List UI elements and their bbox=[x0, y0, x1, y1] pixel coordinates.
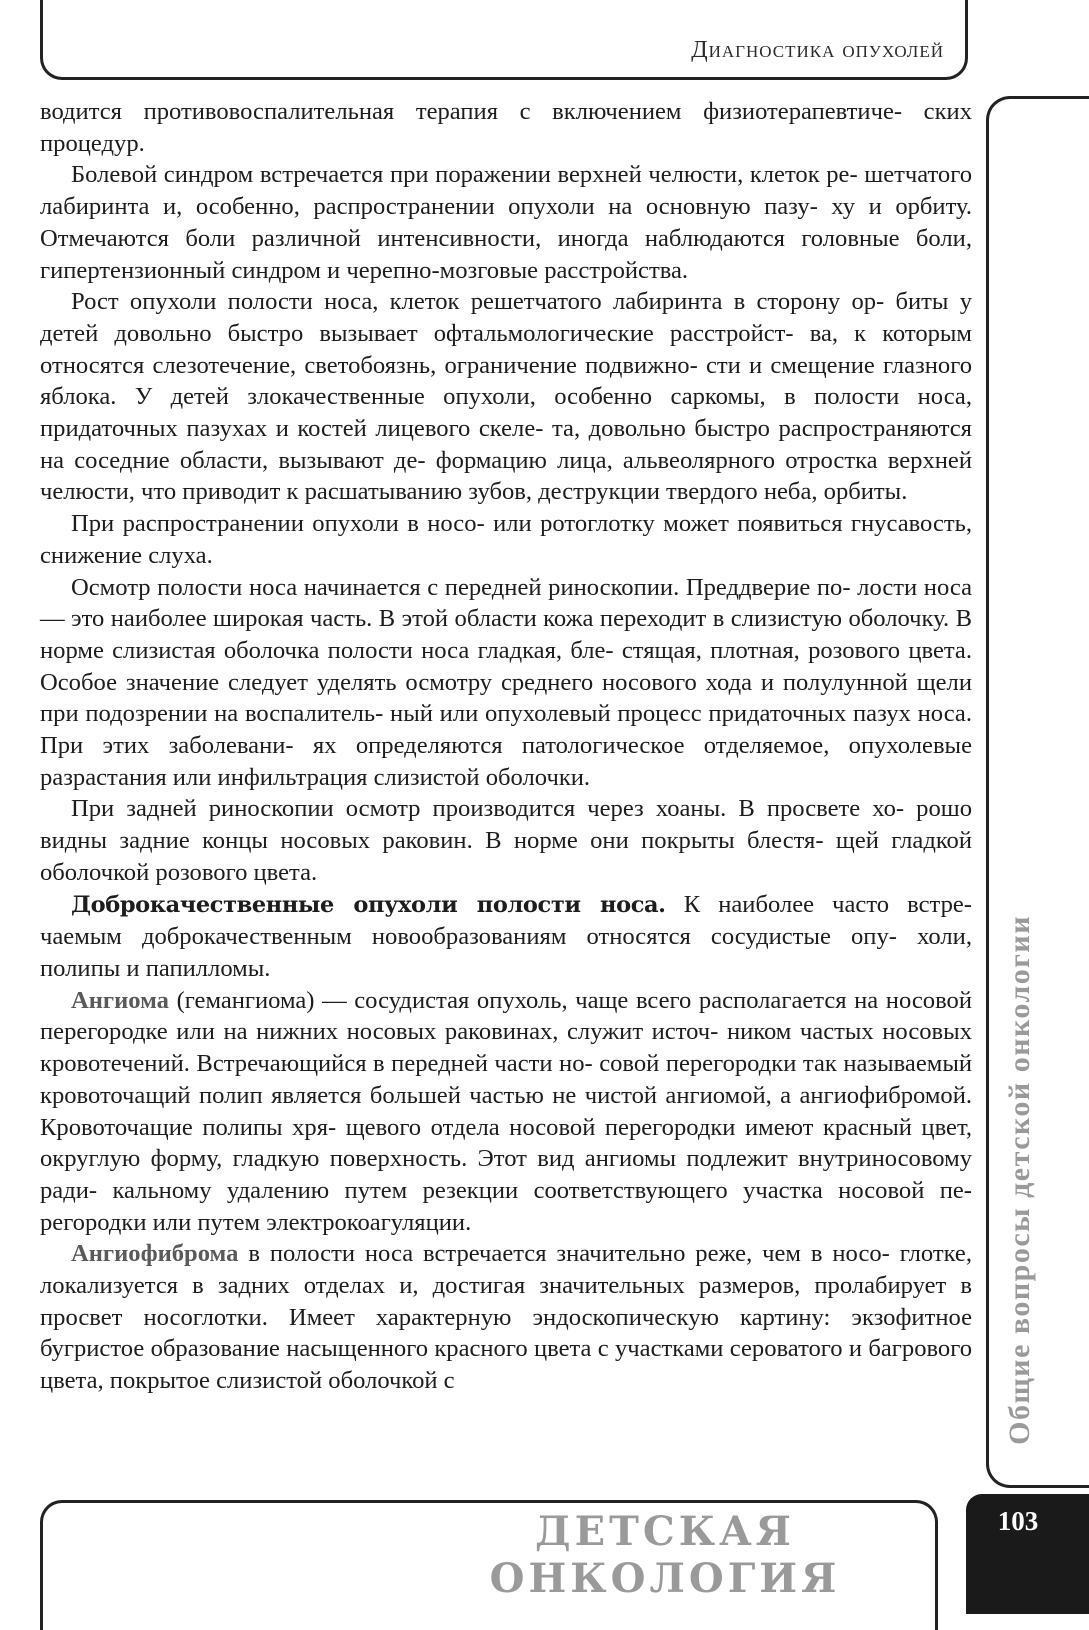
side-tab-label: Общие вопросы детской онкологии bbox=[1003, 915, 1036, 1445]
angiofibroma-text: в полости носа встречается значительно реже, чем в носо- глотке, локализуется в задних отделах и, достигая значительных размеров, пролабирует в просвет носоглотки. Имеет характерную эндоскопическую картину: экзофитное бугристое образование насыщенного красного цвета с участками сероватого и багрового цвета, покрытое слизистой оболочкой с bbox=[40, 1240, 972, 1395]
section-heading: Доброкачественные опухоли полости носа. bbox=[71, 891, 666, 918]
paragraph-benign-tumors bbox=[40, 889, 972, 985]
paragraph: водится противовоспалительная терапия с включением физиотерапевтиче- ских процедур. bbox=[40, 98, 972, 157]
book-title: ДЕТСКАЯ ОНКОЛОГИЯ bbox=[489, 1508, 841, 1602]
paragraph: При задней риноскопии осмотр производится через хоаны. В просвете хо- рошо видны задние концы носовых раковин. В норме они покрыты блестя- щей гладкой оболочкой розового цвета. bbox=[40, 795, 972, 886]
angioma-text: (гемангиома) — сосудистая опухоль, чаще всего располагается на носовой перегородке или на нижних носовых раковинах, служит источ- ником частых носовых кровотечений. Встречающийся в передней части но- совой перегородки так называемый кровоточащий полип является большей частью не чистой ангиомой, а ангиофибромой. Кровоточащие полипы хря- щевого отдела носовой перегородки имеют красный цвет, округлую форму, гладкую поверхность. Этот вид ангиомы подлежит внутриносовому ради- кальному удалению путем резекции соответствующего участка носовой пе- регородки или путем электрокоагуляции. bbox=[40, 986, 972, 1236]
paragraph-angiofibroma bbox=[40, 1238, 972, 1397]
section-text: К наиболее часто встре- чаемым доброкачественным новообразованиям относятся сосудистые опу- холи, полипы и папилломы. bbox=[40, 890, 972, 982]
side-tab bbox=[1000, 870, 1040, 1490]
term-angiofibroma: Ангиофиброма bbox=[71, 1240, 239, 1268]
body-text bbox=[40, 96, 972, 1397]
page-number: 103 bbox=[997, 1506, 1039, 1536]
term-angioma: Ангиома bbox=[71, 986, 169, 1014]
paragraph-angioma bbox=[40, 985, 972, 1239]
paragraph: Осмотр полости носа начинается с передней риноскопии. Преддверие по- лости носа — это наиболее широкая часть. В этой области кожа переходит в слизистую оболочку. В норме слизистая оболочка полости носа гладкая, бле- стящая, плотная, розового цвета. Особое значение следует уделять осмотру среднего носового хода и полулунной щели при подозрении на воспалитель- ный или опухолевый процесс придаточных пазух носа. При этих заболевани- ях определяются патологическое отделяемое, опухолевые разрастания или инфильтрация слизистой оболочки. bbox=[40, 573, 972, 791]
running-head: Диагностика опухолей bbox=[691, 37, 944, 63]
paragraph: Рост опухоли полости носа, клеток решетчатого лабиринта в сторону ор- биты у детей довольно быстро вызывает офтальмологические расстройст- ва, к которым относятся слезотечение, светобоязнь, ограничение подвижно- сти и смещение глазного яблока. У детей злокачественные опухоли, особенно саркомы, в полости носа, придаточных пазухах и костей лицевого скеле- та, довольно быстро распространяются на соседние области, вызывают де- формацию лица, альвеолярного отростка верхней челюсти, что приводит к расшатыванию зубов, деструкции твердого неба, орбиты. bbox=[40, 288, 972, 506]
paragraph: Болевой синдром встречается при поражении верхней челюсти, клеток ре- шетчатого лабиринта и, особенно, распространении опухоли на основную пазу- ху и орбиту. Отмечаются боли различной интенсивности, иногда наблюдаются головные боли, гипертензионный синдром и черепно-мозговые расстройства. bbox=[40, 161, 972, 284]
paragraph: При распространении опухоли в носо- или ротоглотку может появиться гнусавость, снижение слуха. bbox=[40, 510, 972, 569]
